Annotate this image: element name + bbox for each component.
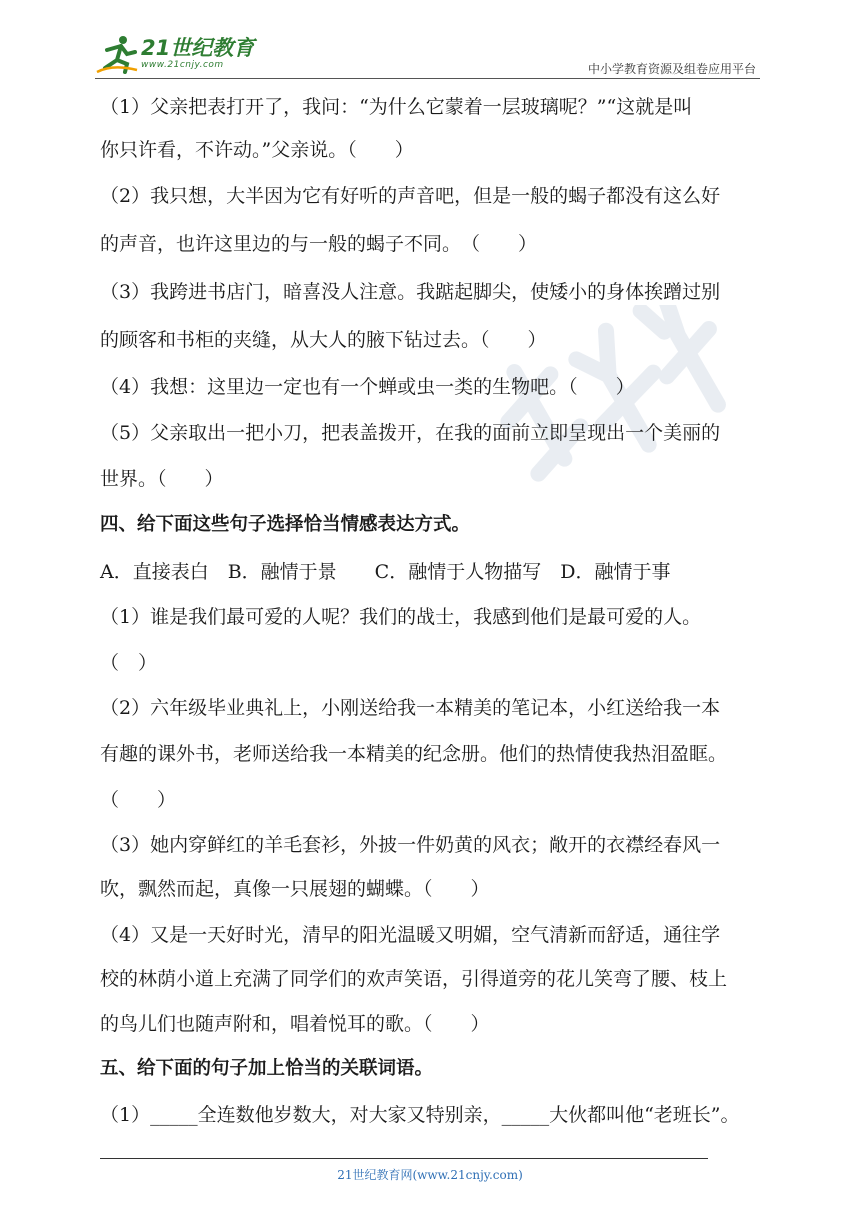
q4-item-2-answer: （ ） (100, 789, 177, 811)
q4-item-4-line-2: 校的林荫小道上充满了同学们的欢声笑语，引得道旁的花儿笑弯了腰、枝上 (100, 968, 728, 990)
q3-item-1-line-2: 你只许看，不许动。”父亲说。（ ） (100, 139, 414, 161)
q3-item-3-line-2: 的顾客和书柜的夹缝，从大人的腋下钻过去。（ ） (100, 329, 547, 351)
logo-title: 21世纪教育 (141, 36, 255, 60)
q4-item-1-answer: （ ） (100, 652, 158, 674)
q3-item-2-line-2: 的声音，也许这里边的与一般的蝎子不同。 （ ） (100, 233, 538, 255)
platform-name: 中小学教育资源及组卷应用平台 (587, 62, 756, 76)
q3-item-1-line-1: （1）父亲把表打开了，我问：“为什么它蒙着一层玻璃呢？”“这就是叫 (100, 96, 693, 118)
q3-item-5-line-1: （5）父亲取出一把小刀，把表盖拨开，在我的面前立即呈现出一个美丽的 (100, 422, 721, 444)
section-4-heading: 四、给下面这些句子选择恰当情感表达方式。 (100, 514, 471, 535)
q4-item-4-line-1: （4）又是一天好时光，清早的阳光温暖又明媚，空气清新而舒适，通往学 (100, 924, 721, 946)
section-5-heading: 五、给下面的句子加上恰当的关联词语。 (100, 1058, 434, 1079)
q3-item-5-line-2: 世界。（ ） (100, 468, 224, 490)
footer-divider (100, 1158, 708, 1159)
logo-url: www.21cnjy.com (141, 60, 224, 70)
section-4-options: A．直接表白 B．融情于景 C．融情于人物描写 D．融情于事 (100, 561, 671, 583)
q4-item-3-line-1: （3）她内穿鲜红的羊毛套衫，外披一件奶黄的风衣；敞开的衣襟经春风一 (100, 834, 721, 856)
logo (95, 34, 254, 74)
page-header (95, 30, 760, 82)
q5-item-1: （1）_____全连数他岁数大，对大家又特别亲，_____大伙都叫他“老班长”。 (100, 1104, 740, 1126)
q4-item-3-line-2: 吹，飘然而起，真像一只展翅的蝴蝶。（ ） (100, 878, 490, 900)
q3-item-4: （4）我想：这里边一定也有一个蝉或虫一类的生物吧。（ ） (100, 376, 635, 398)
q3-item-3-line-1: （3）我跨进书店门，暗喜没人注意。我踮起脚尖，使矮小的身体挨蹭过别 (100, 281, 721, 303)
q4-item-2-line-1: （2）六年级毕业典礼上，小刚送给我一本精美的笔记本，小红送给我一本 (100, 697, 721, 719)
q4-item-4-line-3: 的鸟儿们也随声附和，唱着悦耳的歌。（ ） (100, 1013, 490, 1035)
q3-item-2-line-1: （2）我只想，大半因为它有好听的声音吧，但是一般的蝎子都没有这么好 (100, 185, 721, 207)
q4-item-2-line-2: 有趣的课外书，老师送给我一本精美的纪念册。他们的热情使我热泪盈眶。 (100, 743, 728, 765)
q4-item-1-line-1: （1）谁是我们最可爱的人呢？我们的战士，我感到他们是最可爱的人。 (100, 606, 702, 628)
page-footer: 21世纪教育网(www.21cnjy.com) (337, 1168, 523, 1182)
header-divider (95, 78, 760, 79)
running-figure-icon (95, 34, 139, 74)
